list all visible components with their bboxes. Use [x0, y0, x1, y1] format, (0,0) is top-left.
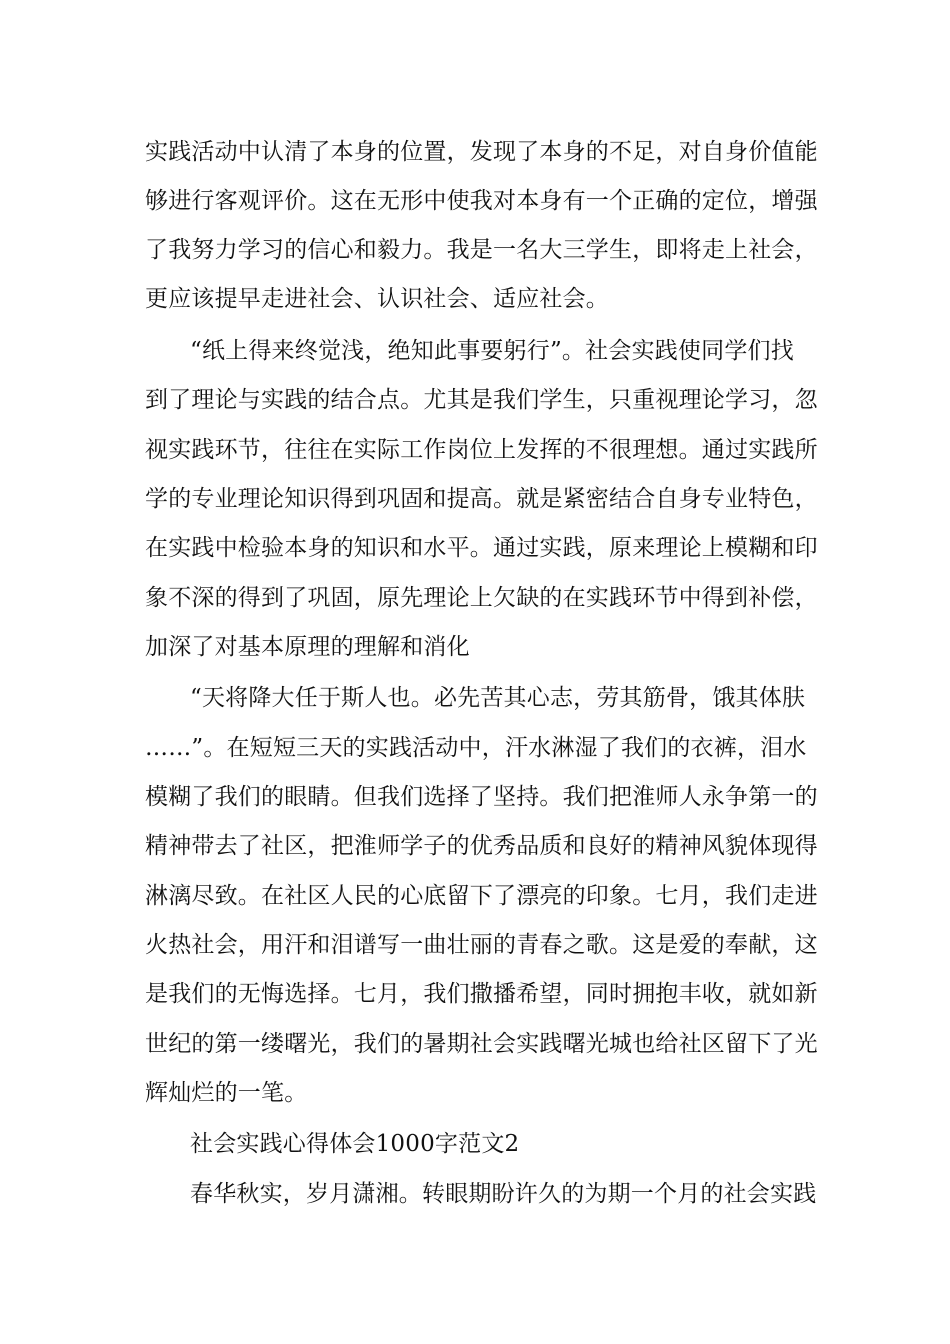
paragraph-3-line-3: 模糊了我们的眼睛。但我们选择了坚持。我们把淮师人永争第一的 — [145, 784, 818, 810]
section-heading: 社会实践心得体会1000字范文2 — [190, 1131, 520, 1157]
paragraph-1-line-2: 够进行客观评价。这在无形中使我对本身有一个正确的定位，增强 — [145, 188, 818, 214]
paragraph-1-line-3: 了我努力学习的信心和毅力。我是一名大三学生，即将走上社会， — [145, 237, 818, 263]
paragraph-3-line-8: 世纪的第一缕曙光，我们的暑期社会实践曙光城也给社区留下了光 — [145, 1031, 818, 1057]
paragraph-3-line-5: 淋漓尽致。在社区人民的心底留下了漂亮的印象。七月，我们走进 — [145, 883, 818, 909]
paragraph-4-line-1: 春华秋实，岁月潇湘。转眼期盼许久的为期一个月的社会实践 — [190, 1181, 817, 1207]
paragraph-1-line-1: 实践活动中认清了本身的位置，发现了本身的不足，对自身价值能 — [145, 139, 818, 165]
paragraph-2-line-3: 视实践环节，往往在实际工作岗位上发挥的不很理想。通过实践所 — [145, 437, 818, 463]
paragraph-2-line-5: 在实践中检验本身的知识和水平。通过实践，原来理论上模糊和印 — [145, 535, 818, 561]
paragraph-2-line-4: 学的专业理论知识得到巩固和提高。就是紧密结合自身专业特色， — [145, 486, 818, 512]
paragraph-3-line-9: 辉灿烂的一笔。 — [145, 1080, 308, 1106]
paragraph-3-line-4: 精神带去了社区，把淮师学子的优秀品质和良好的精神风貌体现得 — [145, 833, 818, 859]
paragraph-3-line-7: 是我们的无悔选择。七月，我们撒播希望，同时拥抱丰收，就如新 — [145, 981, 818, 1007]
paragraph-2-line-6: 象不深的得到了巩固，原先理论上欠缺的在实践环节中得到补偿， — [145, 585, 818, 611]
paragraph-3-line-1: “天将降大任于斯人也。必先苦其心志，劳其筋骨，饿其体肤 — [190, 685, 806, 711]
paragraph-3-line-6: 火热社会，用汗和泪谱写一曲壮丽的青春之歌。这是爱的奉献，这 — [145, 932, 818, 958]
paragraph-3-line-2: ……”。在短短三天的实践活动中，汗水淋湿了我们的衣裤，泪水 — [145, 735, 807, 761]
paragraph-2-line-2: 到了理论与实践的结合点。尤其是我们学生，只重视理论学习，忽 — [145, 387, 818, 413]
paragraph-1-line-4: 更应该提早走进社会、认识社会、适应社会。 — [145, 286, 609, 312]
paragraph-2-line-7: 加深了对基本原理的理解和消化 — [145, 634, 470, 660]
paragraph-2-line-1: “纸上得来终觉浅，绝知此事要躬行”。社会实践使同学们找 — [190, 338, 794, 364]
